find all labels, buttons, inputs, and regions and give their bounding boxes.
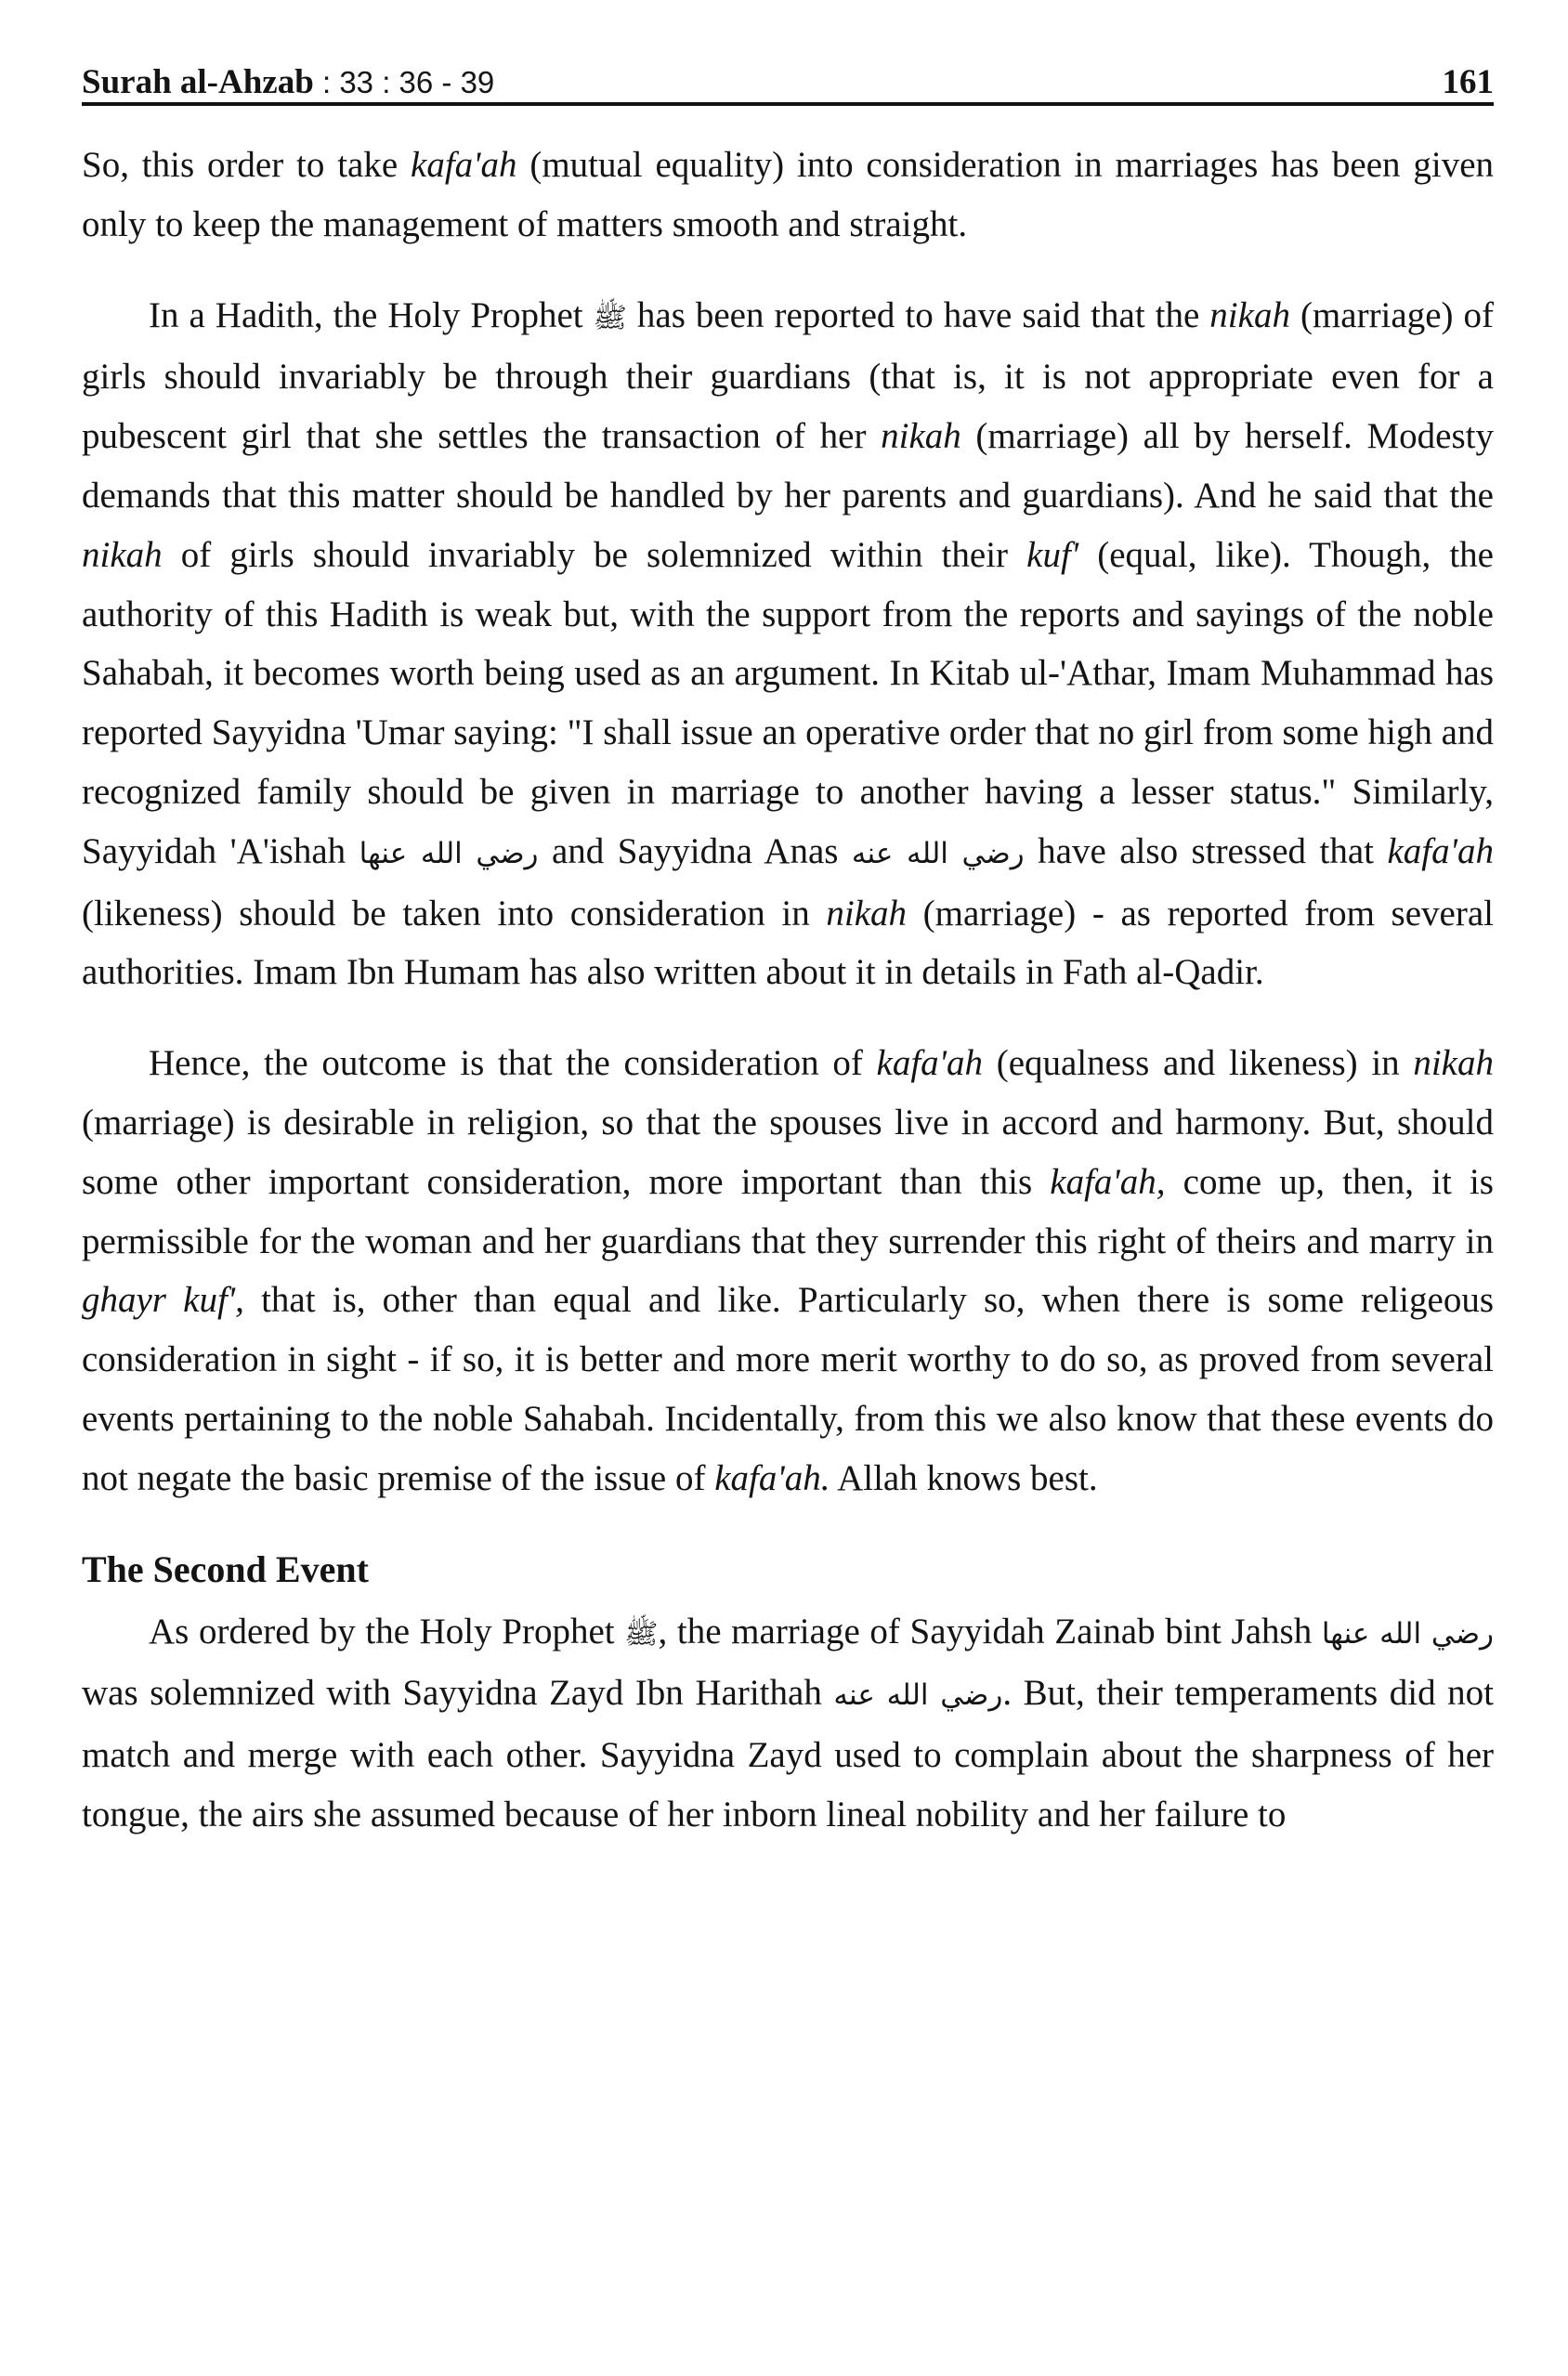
text-run: (marriage) of girls should invariably be through their guardians (that is, it is not appropriate even for a pubescent girl that she settles the transaction of her <box>82 294 1494 457</box>
italic-term: nikah <box>881 416 961 457</box>
text-run: has been reported to have said that the <box>626 294 1210 335</box>
italic-term: ghayr kuf', <box>82 1280 244 1321</box>
italic-term: nikah <box>1413 1043 1494 1084</box>
text-run: come up, then, it is permissible for the woman and her guardians that they surrender this right of theirs and marry in <box>82 1161 1494 1261</box>
arabic-honorific: رضي الله عنها <box>1321 1616 1494 1651</box>
page-number: 161 <box>1442 63 1494 101</box>
salutation-glyph: ﷺ <box>593 301 627 334</box>
text-run: of girls should invariably be solemnized within their <box>162 534 1027 575</box>
verse-range: 33 : 36 - 39 <box>339 65 495 99</box>
text-run: (mutual equality) into consideration in marriages has been given only to keep the management of matters smooth and straight. <box>82 145 1494 244</box>
italic-term: kafa'ah. <box>714 1457 830 1498</box>
text-run: (equalness and likeness) in <box>983 1043 1414 1084</box>
text-run: , the marriage of Sayyidah Zainab bint Jahsh <box>658 1611 1322 1651</box>
text-run: Hence, the outcome is that the consideration of <box>149 1043 877 1084</box>
verse-separator: : <box>313 65 340 99</box>
italic-term: kafa'ah <box>876 1043 984 1084</box>
body-text <box>82 136 1494 1845</box>
chapter-title <box>82 62 494 102</box>
text-run: (likeness) should be taken into consideration in <box>82 893 827 933</box>
text-run: that is, other than equal and like. Particularly so, when there is some religeous consideration in sight - if so, it is better and more merit worthy to do so, as proved from several events pertaining to the noble Sahabah. Incidentally, from this we also know that these events do not negate the basic premise of the issue of <box>82 1280 1494 1498</box>
text-run: (equal, like). Though, the authority of this Hadith is weak but, with the support from the reports and sayings of the noble Sahabah, it becomes worth being used as an argument. In Kitab ul-'Athar, Imam Muhammad has reported Sayyidna 'Umar saying: "I shall issue an operative order that no girl from some high and recognized family should be given in marriage to another having a lesser status." Similarly, Sayyidah 'A'ishah <box>82 534 1494 871</box>
italic-term: kafa'ah <box>1387 830 1494 871</box>
italic-term: kafa'ah, <box>1050 1161 1166 1202</box>
surah-name: Surah al-Ahzab <box>82 63 314 101</box>
text-run: (marriage) all by herself. Modesty demands that this matter should be handled by her parents and guardians). And he said that the <box>82 416 1494 516</box>
italic-term: nikah <box>826 893 908 933</box>
arabic-honorific: رضي الله عنه <box>851 836 1025 870</box>
paragraph-1 <box>82 136 1494 255</box>
paragraph-3 <box>82 1034 1494 1508</box>
paragraph-4 <box>82 1602 1494 1845</box>
running-header <box>82 45 1494 106</box>
arabic-honorific: رضي الله عنه <box>833 1678 1003 1713</box>
italic-term: nikah <box>82 534 163 575</box>
text-run: and Sayyidna Anas <box>538 830 852 871</box>
text-run: As ordered by the Holy Prophet <box>149 1611 625 1651</box>
text-run: Allah knows best. <box>830 1457 1098 1498</box>
italic-term: kafa'ah <box>411 145 517 185</box>
section-heading: The Second Event <box>82 1547 369 1590</box>
text-run: have also stressed that <box>1024 830 1388 871</box>
paragraph-2 <box>82 286 1494 1003</box>
italic-term: kuf' <box>1026 534 1079 575</box>
text-run: (marriage) is desirable in religion, so that the spouses live in accord and harmony. But, should some other important consideration, more important than this <box>82 1102 1494 1202</box>
italic-term: nikah <box>1209 294 1290 335</box>
text-run: . But, their temperaments did not match and merge with each other. Sayyidna Zayd used to complain about the sharpness of her tongue, the airs she assumed because of her inborn lineal nobility and her failure to <box>82 1673 1494 1834</box>
text-run: was solemnized with Sayyidna Zayd Ibn Harithah <box>82 1673 834 1714</box>
text-run: (marriage) - as reported from several authorities. Imam Ibn Humam has also written about it in details in Fath al-Qadir. <box>82 893 1494 993</box>
book-page <box>82 45 1494 1845</box>
arabic-honorific: رضي الله عنها <box>359 836 539 870</box>
text-run: In a Hadith, the Holy Prophet <box>149 294 594 335</box>
salutation-glyph: ﷺ <box>624 1617 659 1651</box>
text-run: So, this order to take <box>82 145 412 185</box>
